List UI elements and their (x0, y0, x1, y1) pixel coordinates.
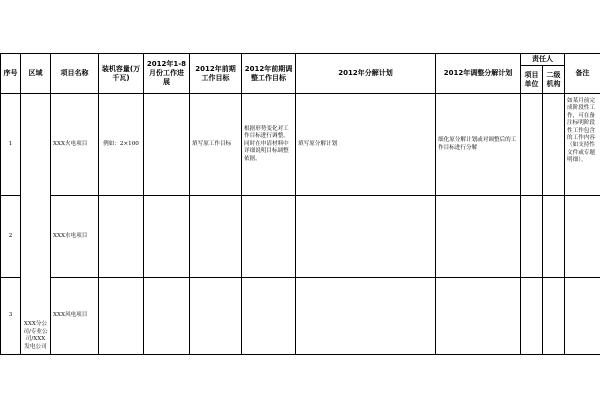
row-adjusted-breakdown-plan (436, 278, 521, 355)
table-row (1, 94, 600, 196)
row-seq: 1 (1, 94, 21, 196)
header-capacity: 装机容量(万千瓦) (99, 54, 144, 94)
header-adjusted-goal: 2012年前期调整工作目标 (242, 54, 296, 94)
row-secondary-org (543, 196, 565, 278)
row-adjusted-goal (242, 196, 296, 278)
row-adjusted-goal: 根据形势变化对工作目标进行调整，同时在申请材料中详细说明目标调整依据。 (242, 94, 296, 196)
row-project-name: XXX水电项目 (51, 196, 99, 278)
row-early-goal: 填写原工作目标 (190, 94, 242, 196)
header-row-1 (1, 54, 600, 66)
row-project-unit (521, 94, 543, 196)
row-remarks (565, 196, 600, 278)
header-early-goal: 2012年前期工作目标 (190, 54, 242, 94)
row-breakdown-plan (296, 196, 436, 278)
row-seq: 2 (1, 196, 21, 278)
row-seq: 3 (1, 278, 21, 355)
header-project-name: 项目名称 (51, 54, 99, 94)
row-early-goal (190, 196, 242, 278)
row-progress (144, 94, 190, 196)
row-capacity (99, 278, 144, 355)
header-responsible: 责任人 (521, 54, 565, 66)
table-row (1, 278, 600, 355)
row-breakdown-plan (296, 278, 436, 355)
project-plan-table (0, 53, 600, 355)
row-early-goal (190, 278, 242, 355)
header-breakdown-plan: 2012年分解计划 (296, 54, 436, 94)
header-secondary-org: 二级机构 (543, 66, 565, 94)
row-project-name: XXX风电项目 (51, 278, 99, 355)
header-region: 区域 (21, 54, 51, 94)
row-project-name: XXX火电项目 (51, 94, 99, 196)
row-adjusted-breakdown-plan (436, 196, 521, 278)
row-project-unit (521, 278, 543, 355)
row-secondary-org (543, 94, 565, 196)
header-seq: 序号 (1, 54, 21, 94)
row-progress (144, 278, 190, 355)
row-remarks: 如某月前完成阶段性工作，可在备注标明阶段性工作包含的工作内容（如支持性文件或专题明细）。 (565, 94, 600, 196)
header-project-unit: 项目单位 (521, 66, 543, 94)
header-adjusted-breakdown-plan: 2012年调整分解计划 (436, 54, 521, 94)
header-progress: 2012年1-8月份工作进展 (144, 54, 190, 94)
row-remarks (565, 278, 600, 355)
row-capacity: 例如：2×100 (99, 94, 144, 196)
region-cell: XXX分公司/专业公司/XXX发电公司 (21, 94, 51, 355)
row-breakdown-plan: 填写原分解计划 (296, 94, 436, 196)
header-remarks: 备注 (565, 54, 600, 94)
row-capacity (99, 196, 144, 278)
row-project-unit (521, 196, 543, 278)
row-progress (144, 196, 190, 278)
row-adjusted-goal (242, 278, 296, 355)
row-adjusted-breakdown-plan: 细化原分解计划或对调整后的工作目标进行分解 (436, 94, 521, 196)
table-row (1, 196, 600, 278)
row-secondary-org (543, 278, 565, 355)
